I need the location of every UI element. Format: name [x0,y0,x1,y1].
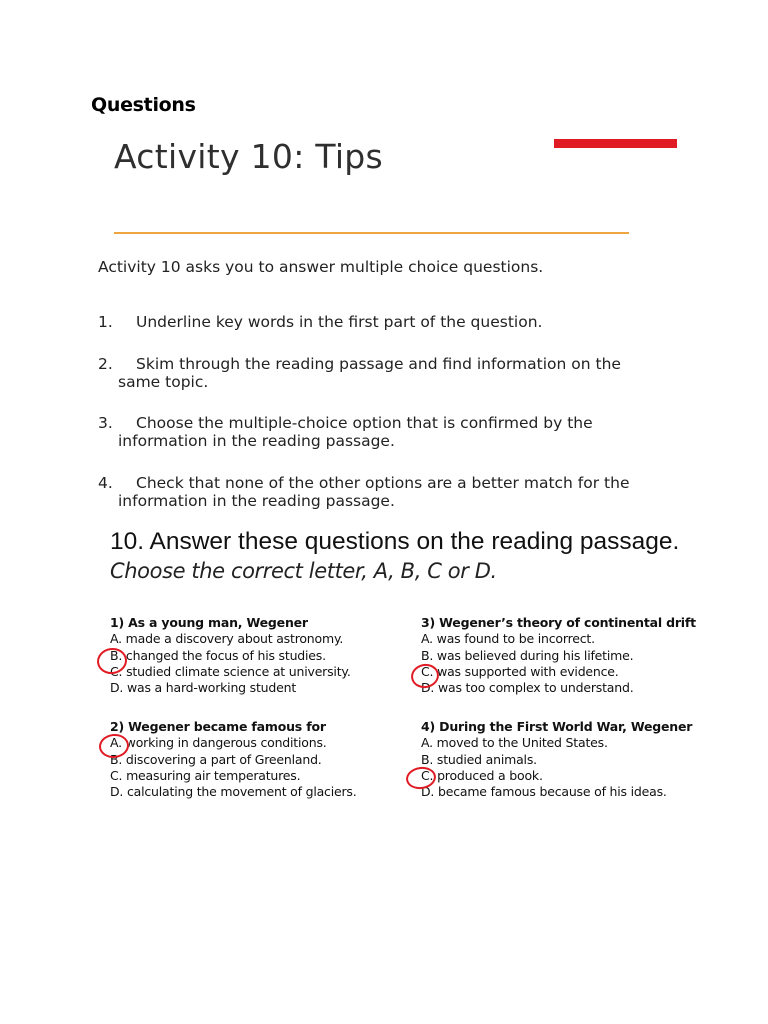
tip-text-continued: information in the reading passage. [118,432,395,450]
exercise-title: 10. Answer these questions on the reading passage. [110,528,680,555]
tip-text: Choose the multiple-choice option that is confirmed by the [136,414,593,432]
tip-item [98,355,688,391]
answer-option: B. studied animals. [421,751,537,767]
answer-option: B. changed the focus of his studies. [110,647,326,663]
exercise-subtitle: Choose the correct letter, A, B, C or D. [110,559,497,583]
question-stem: 4) During the First World War, Wegener [421,719,693,734]
page-heading: Questions [91,94,196,116]
answer-option: D. was a hard-working student [110,680,297,696]
tip-text: Check that none of the other options are a better match for the [136,474,630,492]
orange-divider [114,232,629,234]
answer-option: D. was too complex to understand. [421,680,634,696]
answer-option: A. was found to be incorrect. [421,631,595,647]
tip-item [98,313,688,331]
answer-option: C. was supported with evidence. [421,663,619,679]
tip-text-continued: information in the reading passage. [118,492,395,510]
tip-number: 4. [98,474,113,492]
activity-title: Activity 10: Tips [114,137,384,176]
tip-number: 2. [98,355,113,373]
answer-option: A. moved to the United States. [421,735,608,751]
question-stem: 3) Wegener’s theory of continental drift [421,615,696,630]
question-stem: 1) As a young man, Wegener [110,615,308,630]
answer-option: C. measuring air temperatures. [110,767,301,783]
answer-option: A. made a discovery about astronomy. [110,631,344,647]
answer-option: C. studied climate science at university. [110,663,351,679]
tip-text: Skim through the reading passage and find information on the [136,355,621,373]
tip-number: 3. [98,414,113,432]
tip-item [98,474,688,510]
tip-text: Underline key words in the first part of the question. [136,313,543,331]
question-block [421,615,696,696]
question-block [110,615,351,696]
tip-text-continued: same topic. [118,373,209,391]
question-stem: 2) Wegener became famous for [110,719,326,734]
tip-item [98,414,688,450]
activity-intro: Activity 10 asks you to answer multiple choice questions. [98,258,544,276]
answer-option: B. was believed during his lifetime. [421,647,634,663]
answer-option: C. produced a book. [421,767,543,783]
tip-number: 1. [98,313,113,331]
answer-option: B. discovering a part of Greenland. [110,751,322,767]
answer-option: A. working in dangerous conditions. [110,735,327,751]
question-block [110,719,357,800]
red-highlight-bar [554,139,677,148]
answer-option: D. became famous because of his ideas. [421,784,667,800]
answer-option: D. calculating the movement of glaciers. [110,784,357,800]
question-block [421,719,692,800]
